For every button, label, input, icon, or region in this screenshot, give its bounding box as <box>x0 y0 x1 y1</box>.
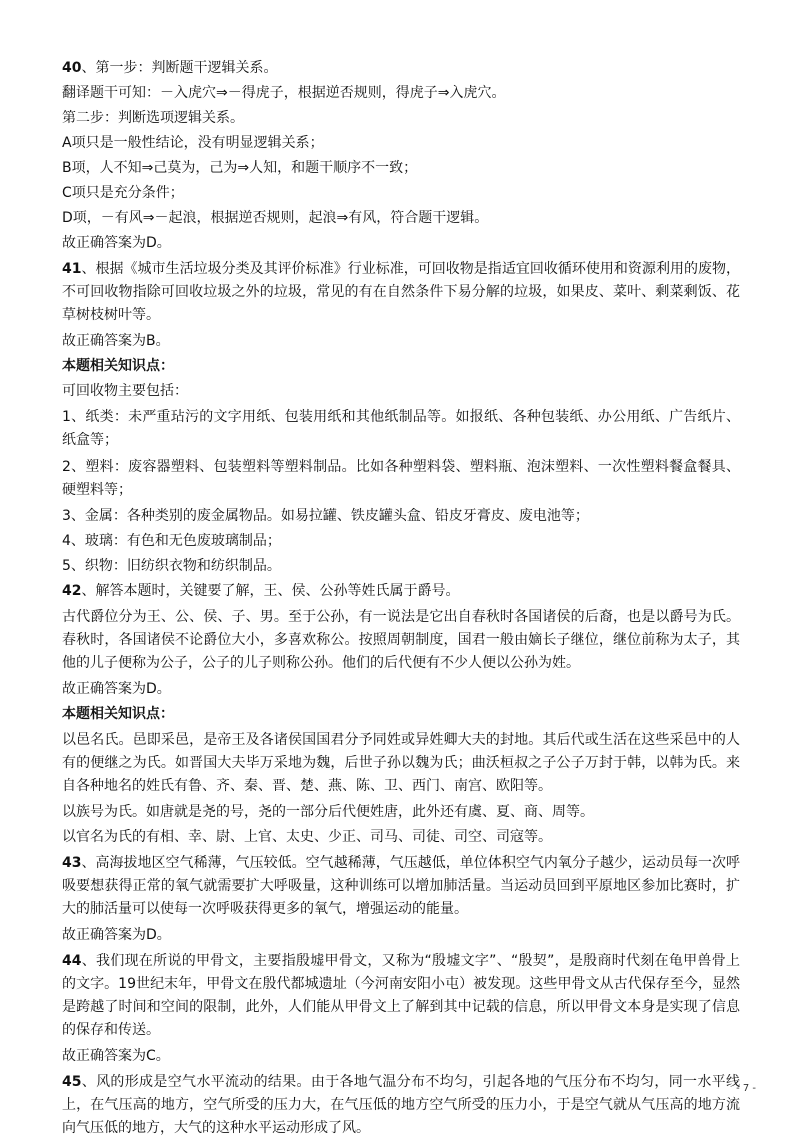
q40-step1-text: 、第一步：判断题干逻辑关系。 <box>81 60 278 76</box>
q41-number: 41 <box>62 261 82 277</box>
q43-number: 43 <box>62 855 82 871</box>
q44-explanation <box>62 950 740 1042</box>
q41-knowledge-intro: 可回收物主要包括： <box>62 383 188 399</box>
q40-translation: 翻译题干可知：－入虎穴⇒－得虎子，根据逆否规则，得虎子⇒入虎穴。 <box>62 85 506 101</box>
q45-number: 45 <box>62 1074 82 1090</box>
q41-explanation <box>62 258 740 327</box>
q40-answer: 故正确答案为D。 <box>62 235 171 251</box>
q44-answer: 故正确答案为C。 <box>62 1048 170 1064</box>
q40-step2: 第二步：判断选项逻辑关系。 <box>62 110 244 126</box>
q41-item-textile: 5、织物：旧纺织衣物和纺织制品。 <box>62 558 281 574</box>
q40-step1 <box>62 58 740 79</box>
q43-answer: 故正确答案为D。 <box>62 927 171 943</box>
q42-knowledge-clan: 以族号为氏。如唐就是尧的号，尧的一部分后代便姓唐，此外还有虞、夏、商、周等。 <box>62 804 594 820</box>
q40-option-b: B项，人不知⇒己莫为，己为⇒人知，和题干顺序不一致； <box>62 160 418 176</box>
q42-knowledge-office: 以官名为氏的有相、幸、尉、上官、太史、少正、司马、司徒、司空、司寇等。 <box>62 829 552 845</box>
q42-explanation: 古代爵位分为王、公、侯、子、男。至于公孙，有一说法是它出自春秋时各国诸侯的后裔，也是以爵号为氏。春秋时，各国诸侯不论爵位大小，多喜欢称公。按照周朝制度，国君一般由嫡长子继位，继位前称为太子，其他的儿子便称为公子，公子的儿子则称公孙。他们的后代便有不少人便以公孙为姓。 <box>62 609 740 671</box>
q41-item-paper: 1、纸类：未严重玷污的文字用纸、包装用纸和其他纸制品等。如报纸、各种包装纸、办公用纸、广告纸片、纸盒等； <box>62 409 740 448</box>
q41-item-metal: 3、金属：各种类别的废金属物品。如易拉罐、铁皮罐头盒、铅皮牙膏皮、废电池等； <box>62 508 589 524</box>
q42-intro <box>62 581 740 602</box>
q41-item-glass: 4、玻璃：有色和无色废玻璃制品； <box>62 533 281 549</box>
q42-intro-text: 、解答本题时，关键要了解，王、侯、公孙等姓氏属于爵号。 <box>81 583 460 599</box>
q44-number: 44 <box>62 953 82 969</box>
q41-knowledge-heading: 本题相关知识点： <box>62 358 174 374</box>
q40-number: 40 <box>62 60 82 76</box>
q44-text: 、我们现在所说的甲骨文，主要指殷墟甲骨文，又称为“殷墟文字”、“殷契”，是殷商时代刻在龟甲兽骨上的文字。19世纪末年，甲骨文在殷代都城遗址（今河南安阳小屯）被发现。这些甲骨文从古代保存至今，显然是跨越了时间和空间的限制，此外，人们能从甲骨文上了解到其中记载的信息，所以甲骨文本身是实现了信息的保存和传送。 <box>62 953 740 1038</box>
q41-item-plastic: 2、塑料：废容器塑料、包装塑料等塑料制品。比如各种塑料袋、塑料瓶、泡沫塑料、一次性塑料餐盒餐具、硬塑料等； <box>62 459 740 498</box>
q43-explanation <box>62 852 740 921</box>
page-number: - 7 - <box>736 1083 756 1094</box>
q41-text: 、根据《城市生活垃圾分类及其评价标准》行业标准，可回收物是指适宜回收循环使用和资源利用的废物，不可回收物指除可回收垃圾之外的垃圾，常见的有在自然条件下易分解的垃圾，如果皮、菜叶、剩菜剩饭、花草树枝树叶等。 <box>62 261 740 323</box>
q42-number: 42 <box>62 583 82 599</box>
q42-knowledge-fief: 以邑名氏。邑即采邑，是帝王及各诸侯国国君分予同姓或异姓卿大夫的封地。其后代或生活在这些采邑中的人有的便继之为氏。如晋国大夫毕万采地为魏，后世子孙以魏为氏；曲沃桓叔之子公子万封于韩，以韩为氏。来自各种地名的姓氏有鲁、齐、秦、晋、楚、燕、陈、卫、西门、南宫、欧阳等。 <box>62 732 740 794</box>
q45-text: 、风的形成是空气水平流动的结果。由于各地气温分布不均匀，引起各地的气压分布不均匀，同一水平线上，在气压高的地方，空气所受的压力大，在气压低的地方空气所受的压力小，于是空气就从气压高的地方流向气压低的地方，大气的这种水平运动形成了风。 <box>62 1074 740 1136</box>
q40-option-a: A项只是一般性结论，没有明显逻辑关系； <box>62 135 324 151</box>
q40-option-c: C项只是充分条件； <box>62 185 184 201</box>
page-content <box>62 58 740 1144</box>
q45-explanation <box>62 1071 740 1140</box>
q43-text: 、高海拔地区空气稀薄，气压较低。空气越稀薄，气压越低，单位体积空气内氧分子越少，运动员每一次呼吸要想获得正常的氧气就需要扩大呼吸量，这种训练可以增加肺活量。当运动员回到平原地区参加比赛时，扩大的肺活量可以使每一次呼吸获得更多的氧气，增强运动的能量。 <box>62 855 740 917</box>
q42-answer: 故正确答案为D。 <box>62 681 171 697</box>
q40-option-d: D项，－有风⇒－起浪，根据逆否规则，起浪⇒有风，符合题干逻辑。 <box>62 210 489 226</box>
q42-knowledge-heading: 本题相关知识点： <box>62 706 174 722</box>
q41-answer: 故正确答案为B。 <box>62 333 170 349</box>
